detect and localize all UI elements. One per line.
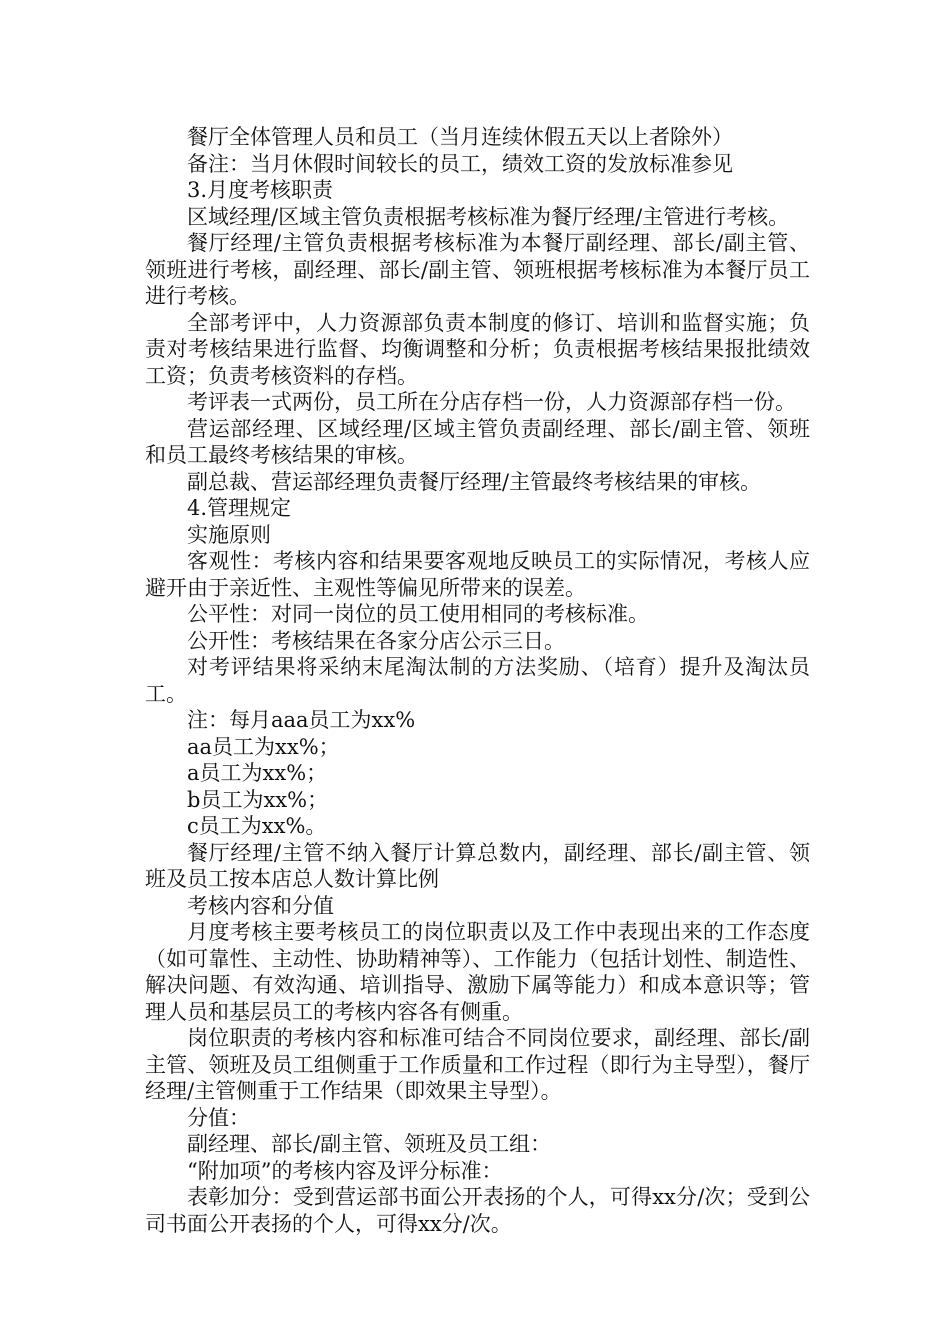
paragraph: a员工为xx%；: [187, 761, 328, 785]
document-body: [145, 124, 810, 1237]
subheading: 考核内容和分值: [187, 893, 334, 918]
paragraph: 营运部经理、区域经理/区域主管负责副经理、部长/副主管、领班和员工最终考核结果的审核。: [145, 416, 810, 467]
section-heading: 4.管理规定: [187, 496, 292, 520]
paragraph: 客观性：考核内容和结果要客观地反映员工的实际情况，考核人应避开由于亲近性、主观性等偏见所带来的误差。: [145, 549, 810, 600]
paragraph: 副经理、部长/副主管、领班及员工组：: [187, 1132, 552, 1156]
paragraph: 对考评结果将采纳末尾淘汰制的方法奖励、（培育）提升及淘汰员工。: [145, 655, 810, 706]
paragraph: 区域经理/区域主管负责根据考核标准为餐厅经理/主管进行考核。: [187, 204, 790, 229]
paragraph: 餐厅全体管理人员和员工（当月连续休假五天以上者除外）: [187, 125, 733, 149]
paragraph: 注：每月aaa员工为xx%: [187, 708, 416, 732]
paragraph: 岗位职责的考核内容和标准可结合不同岗位要求，副经理、部长/副主管、领班及员工组侧重于工作质量和工作过程（即行为主导型），餐厅经理/主管侧重于工作结果（即效果主导型）。: [145, 1026, 810, 1103]
paragraph: 分值：: [187, 1105, 250, 1130]
paragraph: 备注：当月休假时间较长的员工，绩效工资的发放标准参见: [187, 151, 733, 176]
paragraph: 考评表一式两份，员工所在分店存档一份，人力资源部存档一份。: [187, 390, 796, 414]
paragraph: 餐厅经理/主管不纳入餐厅计算总数内，副经理、部长/副主管、领班及员工按本店总人数计算比例: [145, 840, 810, 891]
paragraph: 全部考评中，人力资源部负责本制度的修订、培训和监督实施；负责对考核结果进行监督、均衡调整和分析；负责根据考核结果报批绩效工资；负责考核资料的存档。: [145, 310, 810, 388]
paragraph: aa员工为xx%；: [187, 734, 340, 759]
paragraph: c员工为xx%。: [187, 814, 327, 838]
subheading: 实施原则: [187, 522, 271, 547]
paragraph: 公平性：对同一岗位的员工使用相同的考核标准。: [187, 602, 649, 626]
paragraph: 副总裁、营运部经理负责餐厅经理/主管最终考核结果的审核。: [187, 469, 762, 494]
paragraph: 餐厅经理/主管负责根据考核标准为本餐厅副经理、部长/副主管、领班进行考核，副经理、部长/副主管、领班根据考核标准为本餐厅员工进行考核。: [145, 231, 810, 308]
section-heading: 3.月度考核职责: [187, 178, 334, 202]
paragraph: “附加项”的考核内容及评分标准：: [187, 1158, 503, 1183]
paragraph: 表彰加分：受到营运部书面公开表扬的个人，可得xx分/次；受到公司书面公开表扬的个人，可得xx分/次。: [145, 1185, 810, 1236]
paragraph: 公开性：考核结果在各家分店公示三日。: [187, 628, 565, 653]
paragraph: b员工为xx%；: [187, 787, 329, 812]
paragraph: 月度考核主要考核员工的岗位职责以及工作中表现出来的工作态度（如可靠性、主动性、协助精神等）、工作能力（包括计划性、制造性、解决问题、有效沟通、培训指导、激励下属等能力）和成本意识等；管理人员和基层员工的考核内容各有侧重。: [145, 920, 810, 1024]
